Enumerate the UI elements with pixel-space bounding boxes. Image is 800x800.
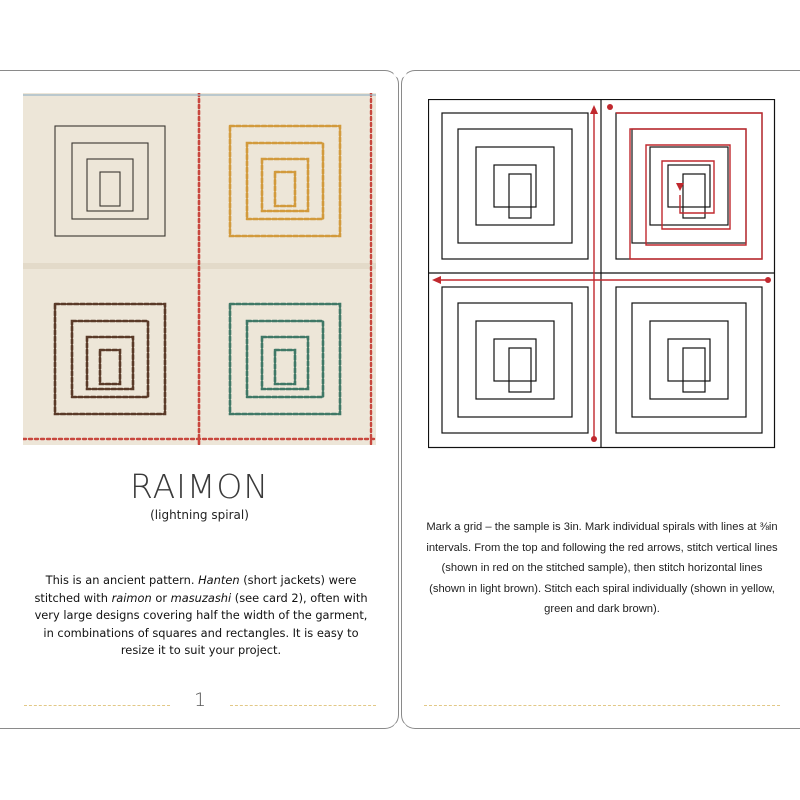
spiral-grid-svg: [428, 99, 776, 449]
footer-rule-left: [24, 705, 170, 706]
top-fold-notch: [393, 64, 407, 78]
red-vertical-start-dot: [591, 436, 597, 442]
pattern-description: This is an ancient pattern. Hanten (short jackets) were stitched with raimon or masuzashi (see card 2), often with very large designs covering half the width of the garment, in combinations of squares and rectangles. It is easy to resize it to suit your project.: [34, 573, 368, 657]
instructions-text: Mark a grid – the sample is 3in. Mark individual spirals with lines at ⅜in intervals. From the top and following the red arrows, stitch vertical lines (shown in red on the stitched sample), then stitch horizontal lines (shown in light brown). Stitch each spiral individually (shown in yellow, green and dark brown).: [426, 521, 778, 615]
pattern-subtitle: (lightning spiral): [150, 508, 249, 522]
pattern-title: RAIMON: [129, 467, 270, 506]
left-card: [0, 70, 399, 729]
footer-rule-full: [424, 705, 780, 706]
stitched-sample-image: [23, 93, 376, 445]
footer-rule-right: [230, 705, 376, 706]
page-number: 1: [193, 689, 207, 711]
red-top-dot: [607, 104, 613, 110]
stitched-sample-photo: [23, 93, 376, 445]
spiral-grid-diagram: [428, 99, 776, 449]
red-horizontal-start-dot: [765, 277, 771, 283]
bottom-fold-notch: [393, 722, 407, 736]
right-card: [401, 70, 800, 729]
